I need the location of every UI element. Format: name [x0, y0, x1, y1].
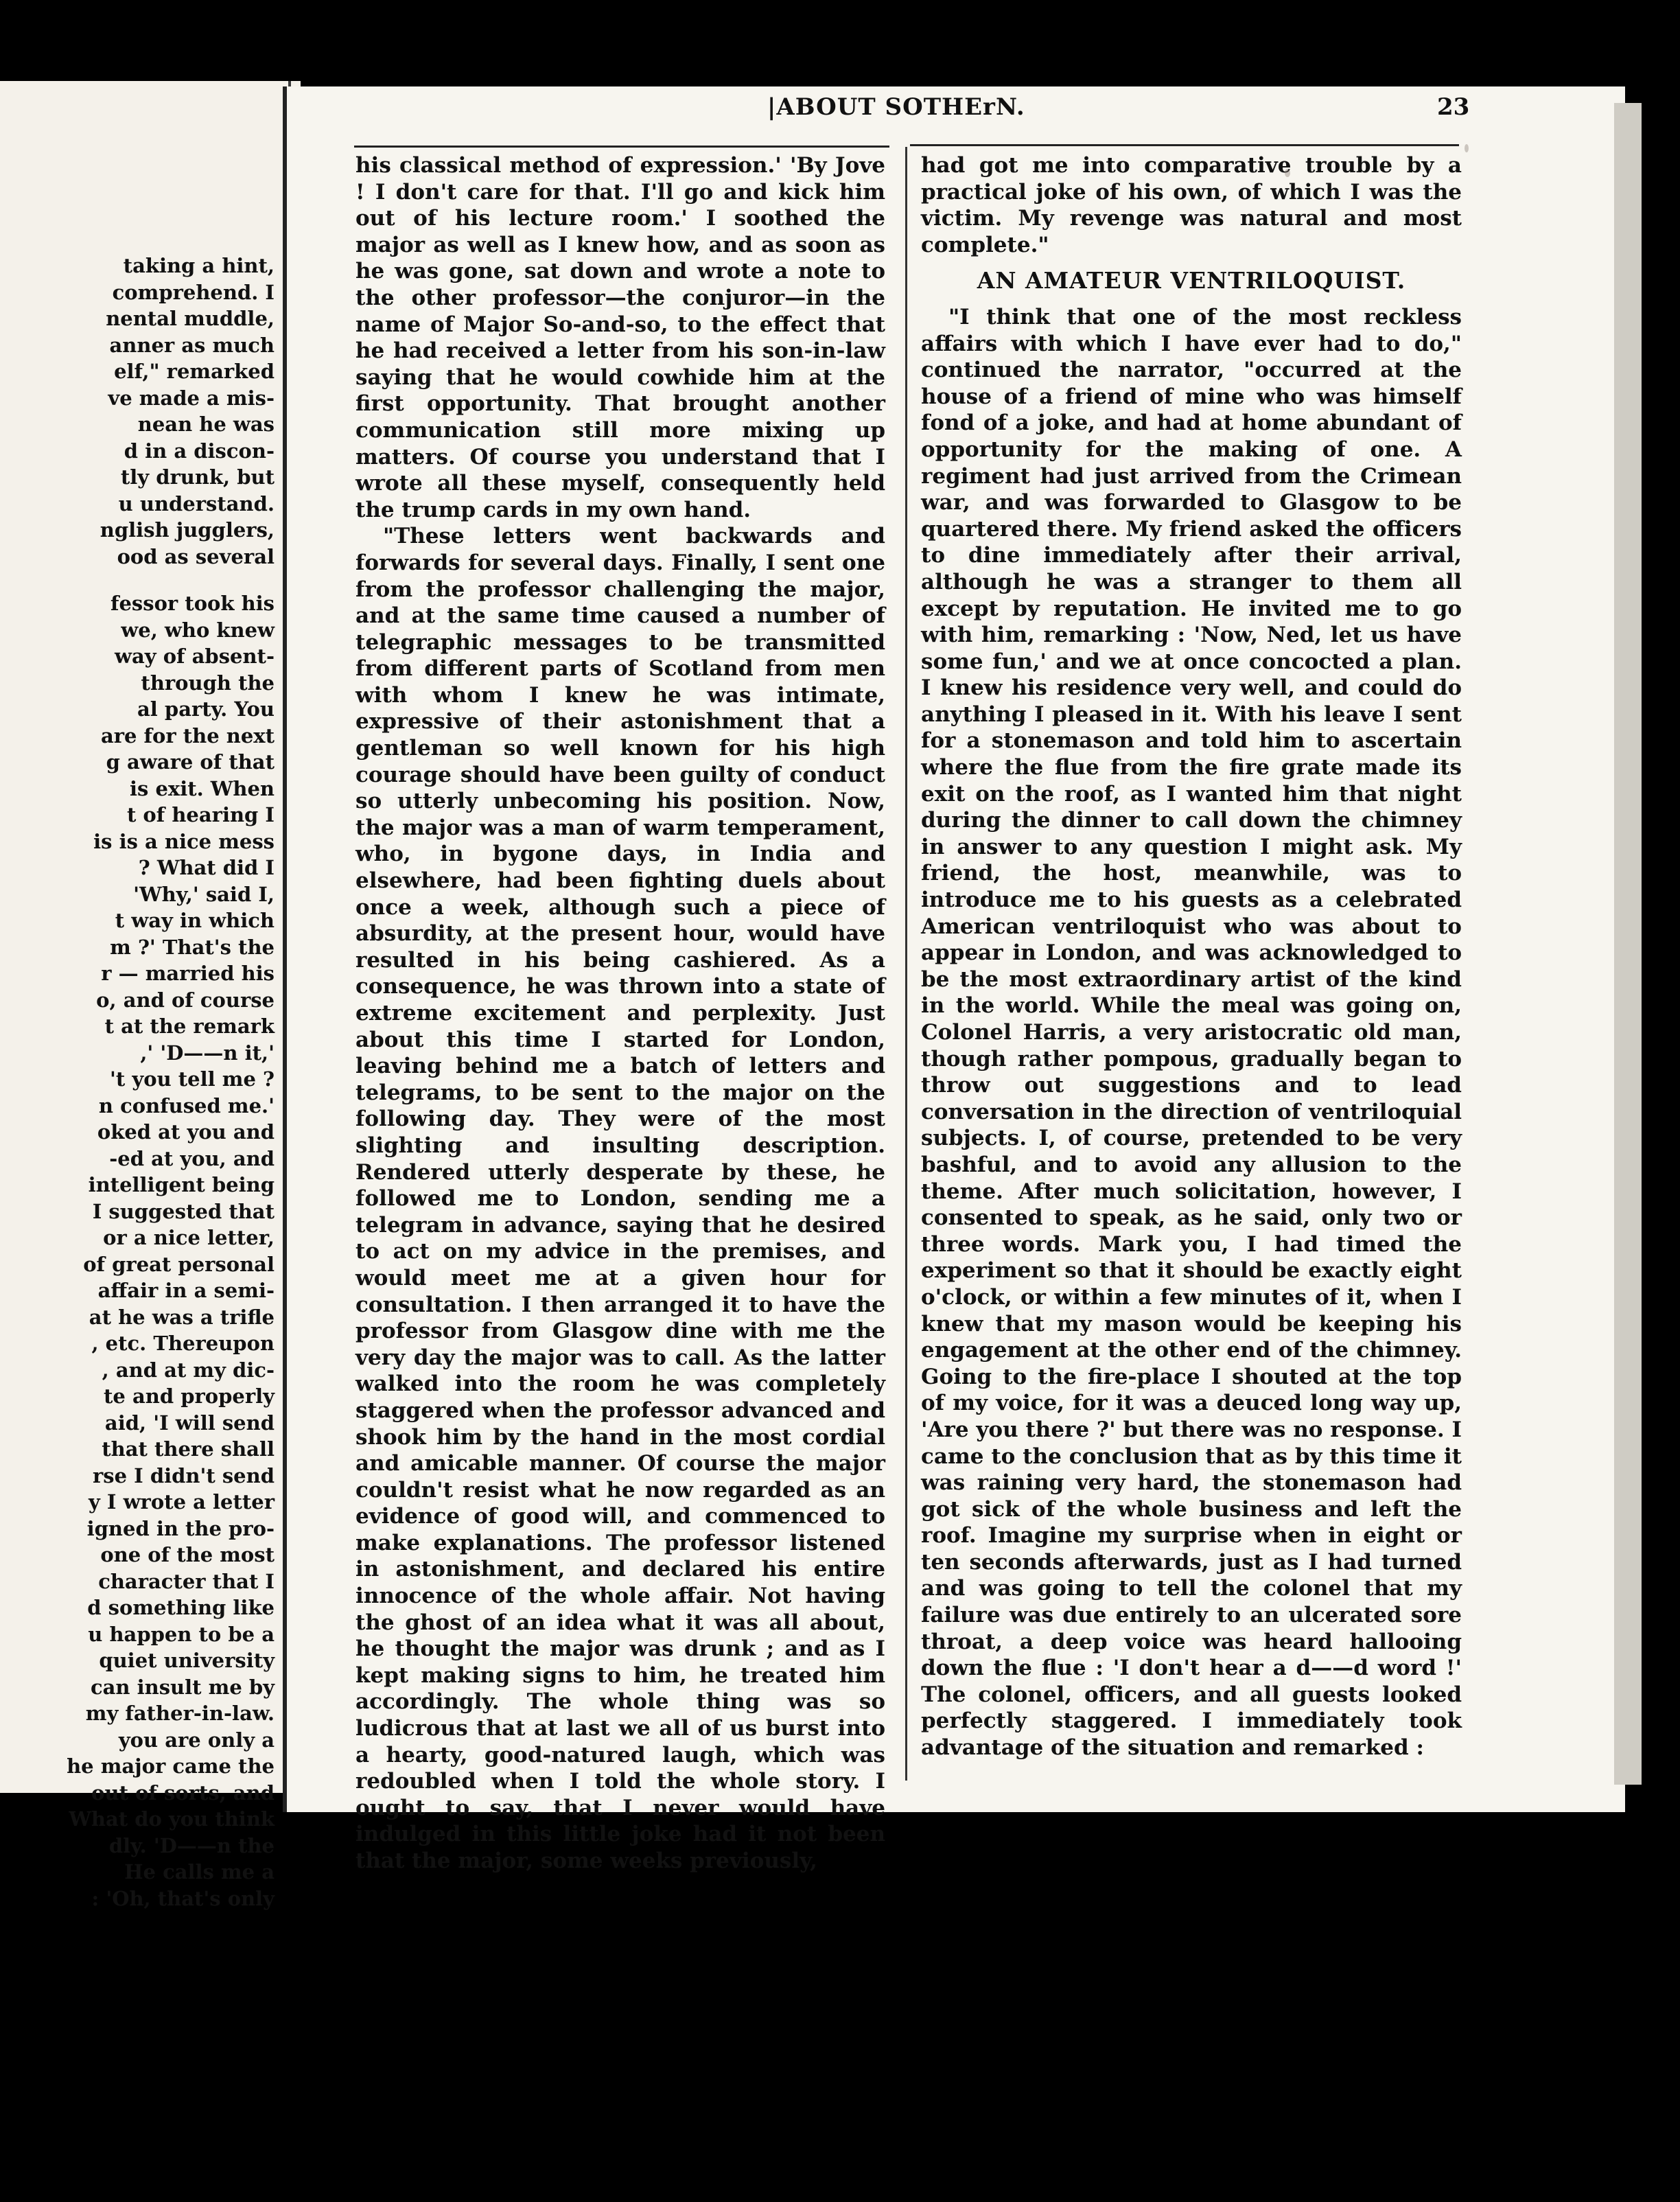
column-divider — [905, 147, 907, 1781]
previous-page-line: that there shall — [102, 1437, 275, 1461]
text-column-left — [355, 152, 885, 1875]
previous-page-line: r — married his — [101, 962, 275, 985]
previous-page-line: o, and of course — [96, 988, 275, 1012]
paragraph: "I think that one of the most reckless affairs with which I have ever had to do," continued the narrator, "occurred at the house of a friend of mine who was himself fond of a joke, and had at home abundant of opportunity for the making of one. A regiment had just arrived from the Crimean war, and was forwarded to Glasgow to be quartered there. My friend asked the officers to dine immediately after their arrival, although he was a stranger to them all except by reputation. He invited me to go with him, remarking : 'Now, Ned, let us have some fun,' and we at once concocted a plan. I knew his residence very well, and could do anything I pleased in it. With his leave I sent for a stonemason and told him to ascertain where the flue from the fire grate made its exit on the roof, as I wanted him that night during the dinner to call down the chimney in answer to any question I might ask. My friend, the host, meanwhile, was to introduce me to his guests as a celebrated American ventriloquist who was about to appear in London, and was acknowledged to be the most extraordinary artist of the kind in the world. While the meal was going on, Colonel Harris, a very aristocratic old man, though rather pompous, gradually began to throw out suggestions and to lead conversation in the direction of ventriloquial subjects. I, of course, pretended to be very bashful, and to avoid any allusion to the theme. After much solicitation, however, I consented to speak, as he said, only two or three words. Mark you, I had timed the experiment so that it should be exactly eight o'clock, or within a few minutes of it, when I knew that my mason would be keeping his engagement at the other end of the chimney. Going to the fire-place I shouted at the top of my voice, for it was a deuced long way up, 'Are you there ?' but there was no response. I came to the conclusion that as by this time it was raining very hard, the stonemason had got sick of the whole business and left the roof. Imagine my surprise when in eight or ten seconds afterwards, just as I had turned and was going to tell the colonel that my failure was due entirely to an ulcerated sore throat, a deep voice was heard hallooing down the flue : 'I don't hear a d——d word !' The colonel, officers, and all guests looked perfectly staggered. I immediately took advantage of the situation and remarked : — [921, 304, 1462, 1761]
previous-page-line: oked at you and — [97, 1120, 275, 1144]
previous-page-line: What do you think — [69, 1807, 275, 1831]
previous-page-line: you are only a — [118, 1728, 275, 1752]
previous-page-line: -ed at you, and — [109, 1146, 275, 1170]
ink-smudge — [1285, 169, 1290, 177]
previous-page-line: t of hearing I — [126, 803, 275, 826]
previous-page-fragment — [0, 81, 301, 1910]
previous-page-line: nglish jugglers, — [100, 518, 275, 542]
previous-page-line: 'Why,' said I, — [133, 882, 275, 906]
previous-page-line: fessor took his — [110, 592, 275, 615]
previous-page-line: : 'Oh, that's only — [91, 1886, 275, 1910]
previous-page-line: at he was a trifle — [89, 1305, 275, 1329]
previous-page-line: n confused me.' — [98, 1093, 275, 1117]
previous-page-line: comprehend. I — [112, 280, 275, 304]
previous-page-line: he major came the — [67, 1754, 275, 1778]
previous-page-line: g aware of that — [106, 750, 275, 774]
previous-page-line: d in a discon- — [124, 439, 275, 463]
previous-page-line: ? What did I — [138, 856, 275, 879]
previous-page-line: ood as several — [117, 544, 275, 568]
previous-page-line: nental muddle, — [106, 307, 275, 330]
paragraph: his classical method of expression.' 'By Jove ! I don't care for that. I'll go and kick him out of his lecture room.' I soothed the major as well as I knew how, and as soon as he was gone, sat down and wrote a note to the other professor—the conjuror—in the name of Major So-and-so, to the effect that he had received a letter from his son-in-law saying that he would cowhide him at the first opportunity. That brought another communication still more mixing up matters. Of course you understand that I wrote all these myself, consequently held the trump cards in my own hand. — [355, 153, 885, 522]
previous-page-line: , etc. Thereupon — [91, 1332, 275, 1355]
previous-page-line: we, who knew — [121, 618, 275, 642]
previous-page-line: m ?' That's the — [110, 935, 275, 959]
previous-page-line: intelligent being — [88, 1173, 275, 1196]
previous-page-line: nean he was — [137, 413, 275, 436]
previous-page-line: of great personal — [83, 1252, 275, 1276]
ink-smudge — [1465, 144, 1469, 152]
previous-page-line: t at the remark — [104, 1015, 275, 1038]
previous-page-line: is is a nice mess — [93, 829, 275, 853]
previous-page-line: u understand. — [118, 491, 275, 515]
previous-page-line: elf," remarked — [114, 360, 275, 383]
previous-page-line: or a nice letter, — [103, 1226, 275, 1249]
paragraph: had got me into comparative trouble by a practical joke of his own, of which I was the victim. My revenge was natural and most complete." — [921, 153, 1462, 257]
previous-page-line: , and at my dic- — [102, 1358, 275, 1382]
previous-page-line: character that I — [98, 1569, 275, 1593]
previous-page-line: anner as much — [109, 333, 275, 357]
page-content — [283, 0, 1621, 2202]
previous-page-line: dly. 'D——n the — [108, 1833, 275, 1857]
previous-page-text — [0, 253, 275, 1912]
page-number: 23 — [1437, 93, 1470, 121]
previous-page-line: aid, 'I will send — [104, 1411, 275, 1435]
previous-page-line: ,' 'D——n it,' — [140, 1041, 275, 1065]
previous-page-line: way of absent- — [115, 645, 275, 668]
header-rule-left — [354, 146, 889, 148]
running-head: |ABOUT SOTHErN. — [767, 93, 1025, 121]
previous-page-line: are for the next — [100, 723, 275, 747]
previous-page-line: igned in the pro- — [86, 1516, 275, 1540]
previous-page-line: d something like — [87, 1596, 275, 1619]
previous-page-line: tly drunk, but — [120, 465, 275, 489]
previous-page-line: is exit. When — [130, 776, 275, 800]
previous-page-line: u happen to be a — [88, 1622, 275, 1646]
page-header — [283, 93, 1621, 128]
previous-page-line: affair in a semi- — [97, 1279, 275, 1302]
previous-page-line: quiet university — [99, 1649, 275, 1672]
previous-page-line: my father-in-law. — [85, 1702, 275, 1725]
previous-page-line: can insult me by — [90, 1675, 275, 1699]
previous-page-line: through the — [141, 671, 275, 695]
previous-page-line: ve made a mis- — [108, 386, 275, 410]
paragraph: "These letters went backwards and forwards for several days. Finally, I sent one from the professor challenging the major, and at the same time caused a number of telegraphic messages to be transmitted from different parts of Scotland from men with whom I knew he was intimate, expressive of their astonishment that a gentleman so well known for his high courage should have been guilty of conduct so utterly unbecoming his position. Now, the major was a man of warm temperament, who, in bygone days, in India and elsewhere, had been fighting duels about once a week, although such a piece of absurdity, at the present hour, would have resulted in his being cashiered. As a consequence, he was thrown into a state of extreme excitement and perplexity. Just about this time I started for London, leaving behind me a batch of letters and telegrams, to be sent to the major on the following day. They were of the most slighting and insulting description. Rendered utterly desperate by these, he followed me to London, sending me a telegram in advance, saying that he desired to act on my advice in the premises, and would meet me at a given hour for consultation. I then arranged it to have the professor from Glasgow dine with me the very day the major was to call. As the latter walked into the room he was completely staggered when the professor advanced and shook him by the hand in the most cordial and amicable manner. Of course the major couldn't resist what he now regarded as an evidence of good will, and commenced to make explanations. The professor listened in astonishment, and declared his entire innocence of the whole affair. Not having the ghost of an idea what it was all about, he thought the major was drunk ; and as I kept making signs to him, he treated him accordingly. The whole thing was so ludicrous that at last we all of us burst into a hearty, good-natured laugh, which was redoubled when I told the whole story. I ought to say, that I never would have indulged in this little joke had it not been that the major, some weeks previously, — [355, 524, 885, 1873]
previous-page-line: t way in which — [115, 909, 275, 932]
previous-page-line: one of the most — [100, 1543, 275, 1566]
previous-page-line: 't you tell me ? — [110, 1067, 275, 1091]
section-heading: AN AMATEUR VENTRILOQUIST. — [977, 267, 1406, 294]
previous-page-line: taking a hint, — [123, 254, 275, 277]
text-column-right — [921, 152, 1462, 1761]
previous-page-line: rse I didn't send — [93, 1463, 275, 1487]
previous-page-line: I suggested that — [92, 1199, 275, 1223]
previous-page-line: He calls me a — [124, 1860, 275, 1884]
previous-page-line: te and properly — [104, 1384, 275, 1408]
previous-page-line: y I wrote a letter — [88, 1490, 275, 1514]
header-rule-right — [910, 144, 1459, 146]
previous-page-line — [0, 570, 275, 590]
previous-page-line: al party. You — [137, 697, 275, 721]
previous-page-line: out of sorts, and — [91, 1781, 275, 1805]
